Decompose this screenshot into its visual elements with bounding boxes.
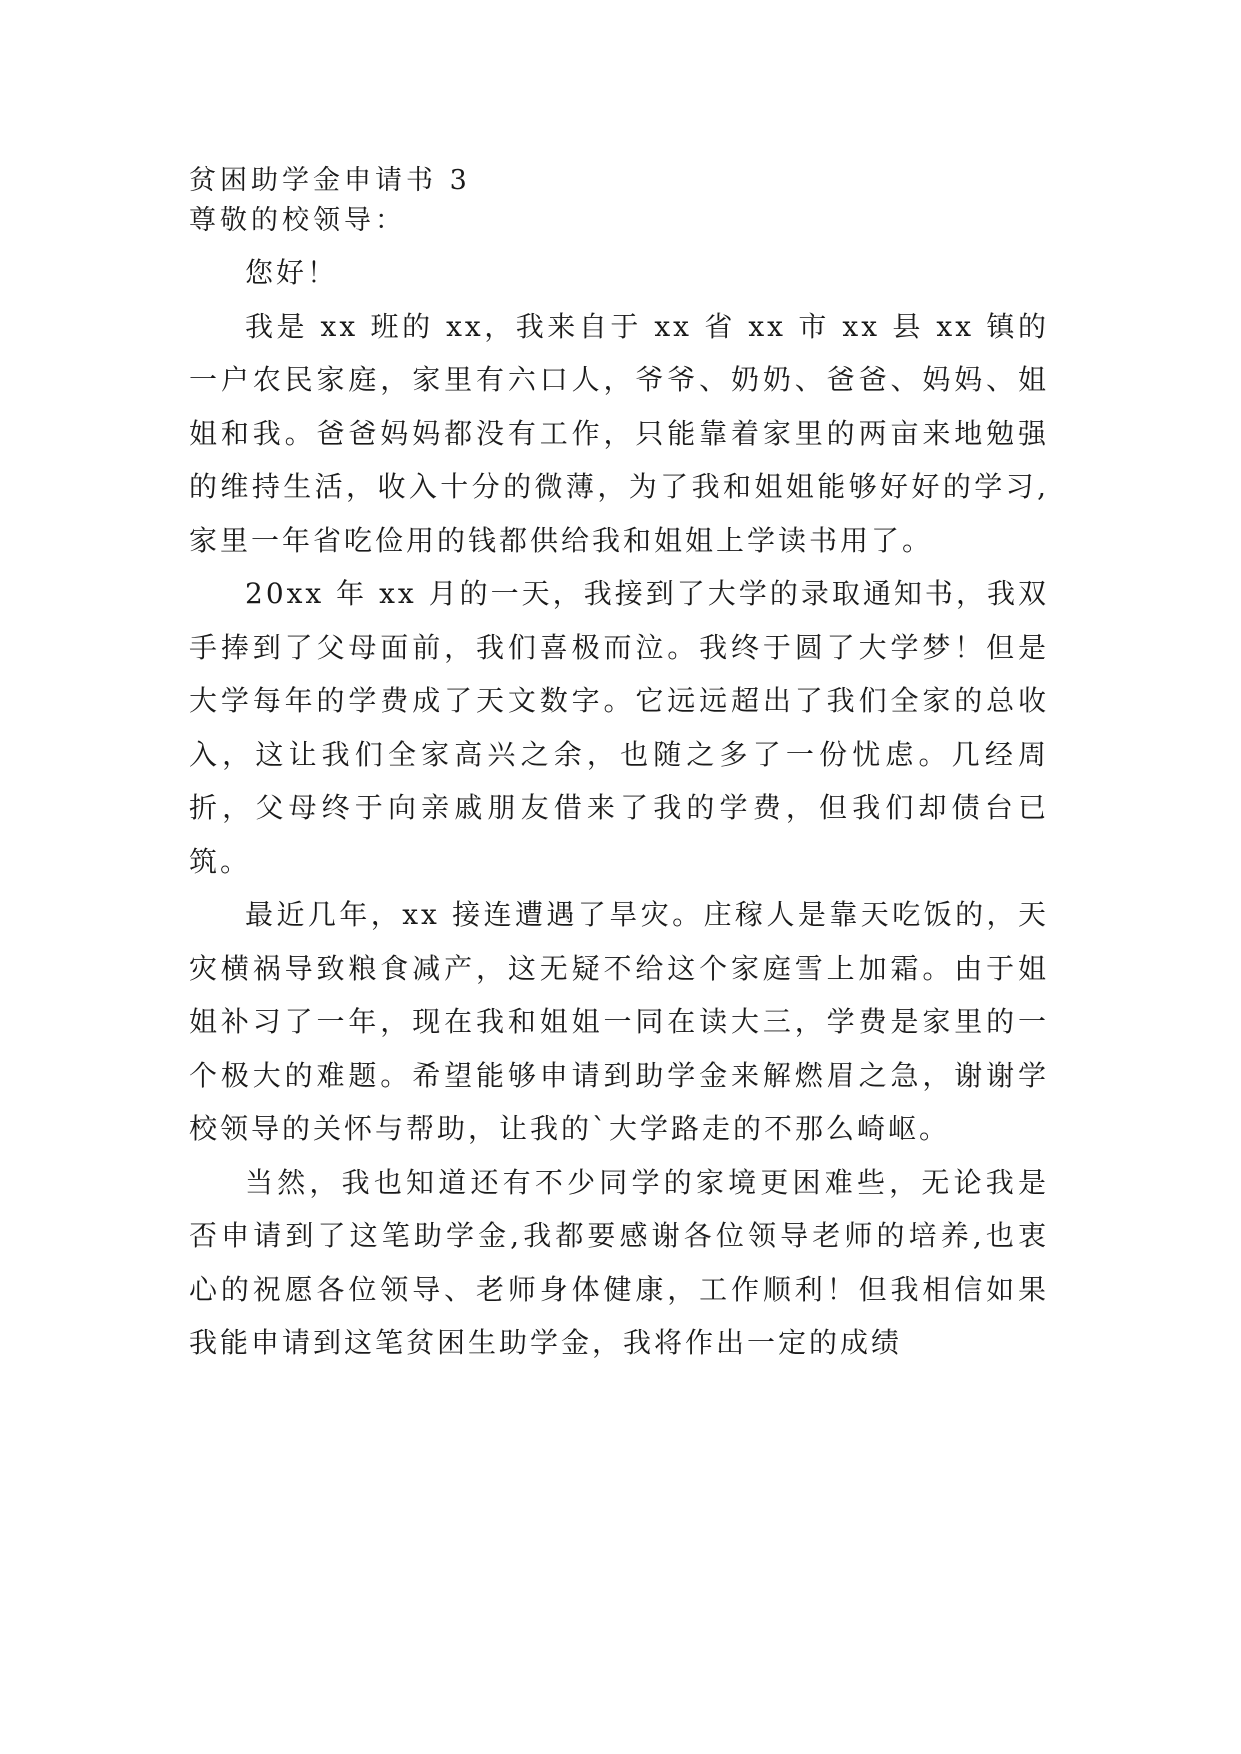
document-title: 贫困助学金申请书 3 xyxy=(189,165,471,196)
body-paragraph: 我是 xx 班的 xx，我来自于 xx 省 xx 市 xx 县 xx 镇的一户农民家庭，家里有六口人，爷爷、奶奶、爸爸、妈妈、姐姐和我。爸爸妈妈都没有工作，只能靠着家里的两亩来地勉强的维持生活，收入十分的微薄，为了我和姐姐能够好好的学习,家里一年省吃俭用的钱都供给我和姐姐上学读书用了。 xyxy=(189,309,1049,557)
salutation: 尊敬的校领导： xyxy=(189,205,406,236)
letter-body xyxy=(189,246,1049,1370)
body-paragraph: 20xx 年 xx 月的一天，我接到了大学的录取通知书，我双手捧到了父母面前，我们喜极而泣。我终于圆了大学梦！但是大学每年的学费成了天文数字。它远远超出了我们全家的总收入，这让我们全家高兴之余，也随之多了一份忧虑。几经周折，父母终于向亲戚朋友借来了我的学费，但我们却债台已筑。 xyxy=(189,577,1049,878)
greeting-paragraph: 您好！ xyxy=(245,256,339,289)
body-paragraph: 当然，我也知道还有不少同学的家境更困难些，无论我是否申请到了这笔助学金,我都要感谢各位领导老师的培养,也衷心的祝愿各位领导、老师身体健康，工作顺利！但我相信如果我能申请到这笔贫困生助学金，我将作出一定的成绩 xyxy=(189,1165,1049,1359)
body-paragraph: 最近几年，xx 接连遭遇了旱灾。庄稼人是靠天吃饭的，天灾横祸导致粮食减产，这无疑不给这个家庭雪上加霜。由于姐姐补习了一年，现在我和姐姐一同在读大三，学费是家里的一个极大的难题。希望能够申请到助学金来解燃眉之急，谢谢学校领导的关怀与帮助，让我的`大学路走的不那么崎岖。 xyxy=(189,898,1049,1145)
